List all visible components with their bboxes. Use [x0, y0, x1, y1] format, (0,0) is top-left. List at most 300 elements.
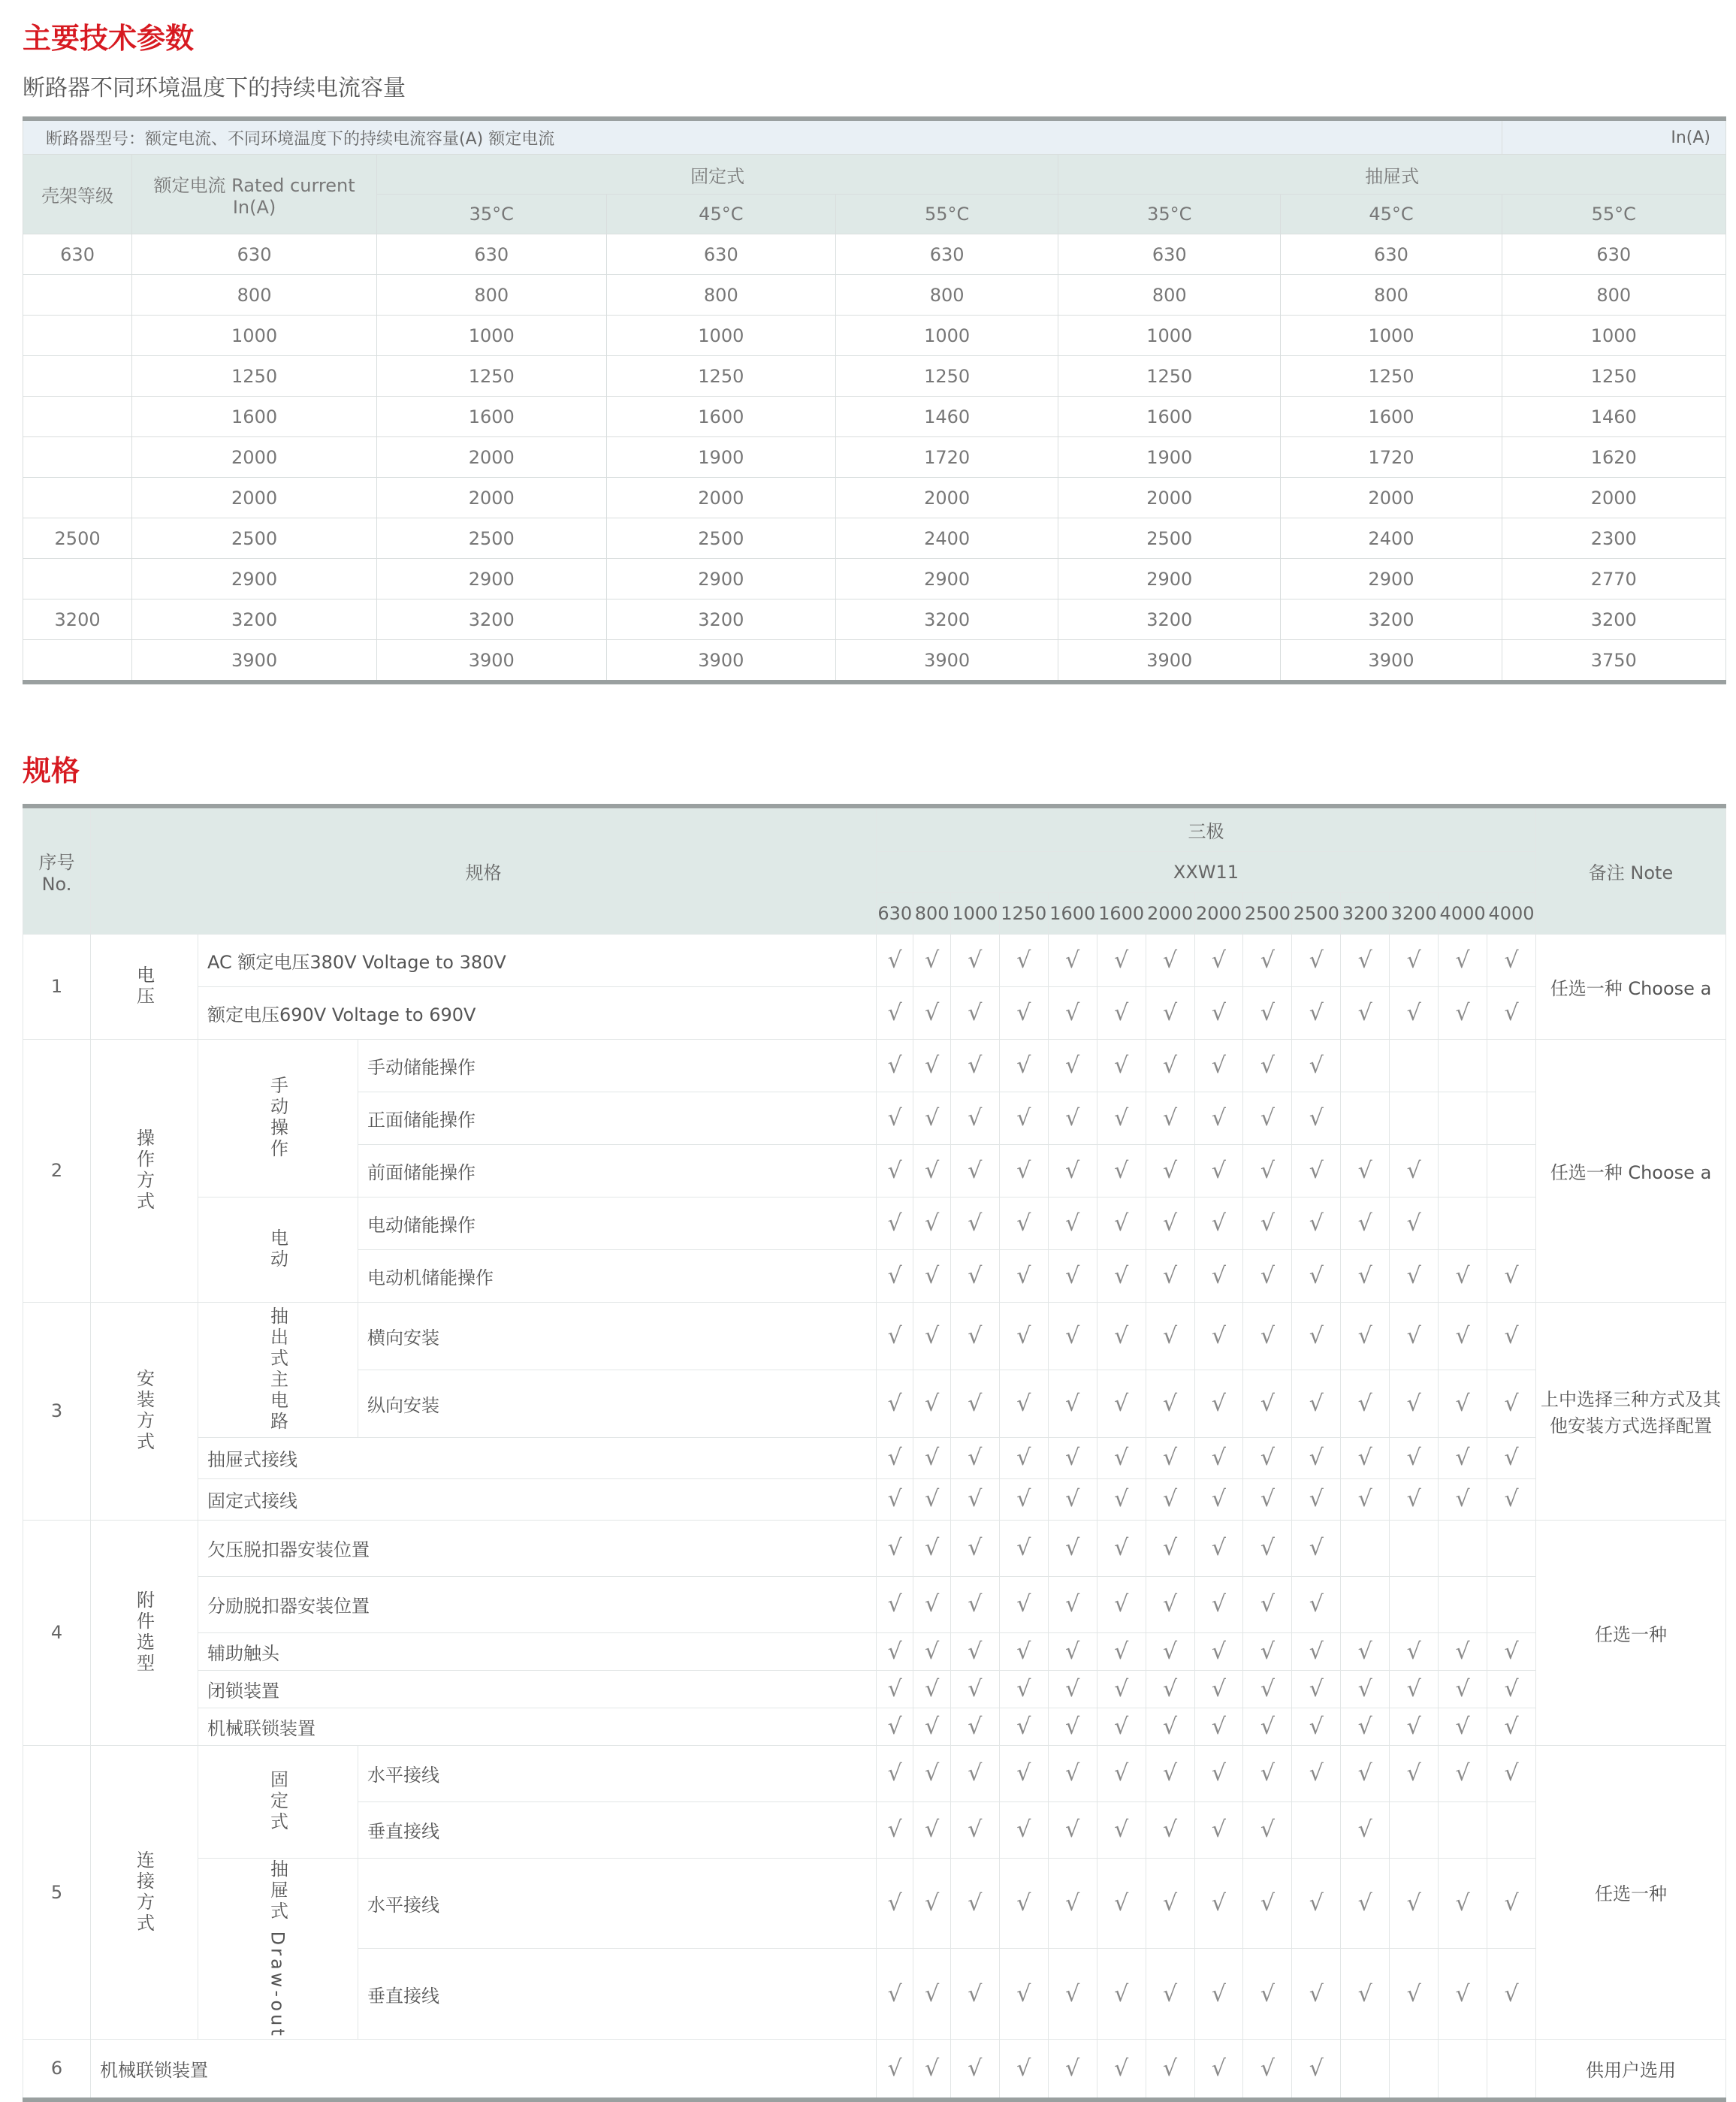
- check-cell: √: [1194, 1670, 1243, 1708]
- capacity-cell: 1900: [1058, 437, 1281, 478]
- check-cell: √: [1243, 1039, 1292, 1092]
- check-cell: √: [950, 1632, 999, 1670]
- capacity-cell: 3200: [1502, 599, 1725, 640]
- rating-header: 2500: [1243, 892, 1292, 934]
- check-cell: √: [1243, 1949, 1292, 2040]
- rated-cell: 1000: [132, 316, 377, 356]
- item-label: 额定电压690V Voltage to 690V: [198, 986, 877, 1039]
- check-cell: √: [999, 1197, 1048, 1249]
- row-number: 3: [23, 1302, 91, 1520]
- check-cell: √: [1097, 1437, 1146, 1478]
- rating-header: 1600: [1097, 892, 1146, 934]
- subgroup-fixed: [198, 1745, 358, 1858]
- check-cell: √: [1390, 1437, 1439, 1478]
- check-cell: √: [1243, 934, 1292, 986]
- check-cell: [1390, 1801, 1439, 1858]
- table-row: [23, 1670, 1726, 1708]
- check-cell: √: [1292, 1520, 1341, 1576]
- check-cell: √: [877, 1632, 913, 1670]
- table-row: [23, 437, 1726, 478]
- item-label: 机械联锁装置: [198, 1708, 877, 1745]
- check-cell: √: [1390, 1708, 1439, 1745]
- check-cell: √: [1048, 1144, 1097, 1197]
- check-cell: √: [1243, 2040, 1292, 2100]
- row-number: 6: [23, 2040, 91, 2100]
- check-cell: [1487, 2040, 1536, 2100]
- check-cell: √: [877, 1370, 913, 1437]
- capacity-cell: 800: [1281, 275, 1502, 316]
- frame-cell: [23, 437, 132, 478]
- check-cell: √: [999, 986, 1048, 1039]
- check-cell: √: [1292, 1039, 1341, 1092]
- check-cell: √: [1194, 1302, 1243, 1370]
- check-cell: [1487, 1520, 1536, 1576]
- group-accessories-text: 附件选型: [133, 1590, 155, 1675]
- capacity-cell: 2000: [1281, 478, 1502, 518]
- check-cell: √: [1243, 1437, 1292, 1478]
- check-cell: √: [913, 1708, 950, 1745]
- frame-cell: [23, 275, 132, 316]
- capacity-cell: 3900: [377, 640, 607, 683]
- temp-header: 35°C: [377, 195, 607, 234]
- check-cell: √: [1097, 1858, 1146, 1949]
- capacity-cell: 630: [1058, 234, 1281, 275]
- capacity-cell: 1460: [836, 397, 1058, 437]
- check-cell: √: [1487, 1302, 1536, 1370]
- item-label: 垂直接线: [358, 1949, 877, 2040]
- item-label: AC 额定电压380V Voltage to 380V: [198, 934, 877, 986]
- row-number: 5: [23, 1745, 91, 2040]
- capacity-cell: 3900: [606, 640, 836, 683]
- check-cell: √: [1146, 1632, 1194, 1670]
- group-model: XXW11: [877, 851, 1536, 892]
- col-frame: 壳架等级: [23, 155, 132, 234]
- temp-header: 35°C: [1058, 195, 1281, 234]
- rated-cell: 2500: [132, 518, 377, 559]
- note-cell: 任选一种: [1536, 1745, 1726, 2040]
- capacity-cell: 1000: [1058, 316, 1281, 356]
- check-cell: [1439, 1039, 1487, 1092]
- capacity-cell: 2900: [606, 559, 836, 599]
- rating-header: 1600: [1048, 892, 1097, 934]
- check-cell: √: [913, 1576, 950, 1632]
- check-cell: √: [1390, 1670, 1439, 1708]
- check-cell: [1390, 1039, 1439, 1092]
- subgroup-draw: [198, 1858, 358, 2040]
- check-cell: √: [950, 1039, 999, 1092]
- check-cell: √: [1194, 1576, 1243, 1632]
- check-cell: √: [1390, 1858, 1439, 1949]
- check-cell: [1341, 1520, 1390, 1576]
- subgroup-drawout: [198, 1302, 358, 1437]
- capacity-cell: 2400: [836, 518, 1058, 559]
- table-row: [23, 1478, 1726, 1520]
- specification-table: [23, 804, 1726, 2102]
- check-cell: √: [877, 1801, 913, 1858]
- capacity-cell: 1000: [606, 316, 836, 356]
- capacity-cell: 2900: [1058, 559, 1281, 599]
- check-cell: √: [950, 1949, 999, 2040]
- capacity-cell: 3900: [1281, 640, 1502, 683]
- frame-cell: [23, 316, 132, 356]
- rated-cell: 3900: [132, 640, 377, 683]
- check-cell: √: [1390, 1478, 1439, 1520]
- check-cell: √: [877, 1249, 913, 1302]
- rating-header: 4000: [1487, 892, 1536, 934]
- check-cell: [1341, 2040, 1390, 2100]
- check-cell: √: [950, 1745, 999, 1801]
- check-cell: √: [913, 1949, 950, 2040]
- table-row: [23, 316, 1726, 356]
- capacity-cell: 630: [606, 234, 836, 275]
- check-cell: √: [950, 1370, 999, 1437]
- capacity-cell: 1000: [1502, 316, 1725, 356]
- check-cell: √: [1292, 1197, 1341, 1249]
- check-cell: √: [1292, 1249, 1341, 1302]
- check-cell: √: [1243, 1302, 1292, 1370]
- check-cell: √: [913, 1039, 950, 1092]
- check-cell: √: [913, 1520, 950, 1576]
- capacity-cell: 2000: [836, 478, 1058, 518]
- check-cell: √: [877, 1478, 913, 1520]
- table1-band: 断路器型号：额定电流、不同环境温度下的持续电流容量(A) 额定电流: [23, 119, 1502, 155]
- rated-cell: 2000: [132, 437, 377, 478]
- note-cell: 任选一种 Choose a: [1536, 934, 1726, 1039]
- check-cell: √: [1146, 1745, 1194, 1801]
- check-cell: √: [1097, 1670, 1146, 1708]
- check-cell: √: [999, 1249, 1048, 1302]
- check-cell: [1341, 1092, 1390, 1144]
- check-cell: √: [1146, 1197, 1194, 1249]
- check-cell: √: [1194, 1370, 1243, 1437]
- check-cell: √: [1194, 1437, 1243, 1478]
- check-cell: √: [1243, 1370, 1292, 1437]
- check-cell: √: [1194, 1039, 1243, 1092]
- check-cell: √: [1487, 986, 1536, 1039]
- check-cell: [1487, 1092, 1536, 1144]
- check-cell: √: [999, 1949, 1048, 2040]
- capacity-cell: 800: [1502, 275, 1725, 316]
- check-cell: √: [1439, 1370, 1487, 1437]
- check-cell: √: [1439, 986, 1487, 1039]
- check-cell: √: [913, 1092, 950, 1144]
- check-cell: √: [1146, 1478, 1194, 1520]
- check-cell: [1341, 1576, 1390, 1632]
- check-cell: √: [1390, 1197, 1439, 1249]
- check-cell: √: [950, 1520, 999, 1576]
- item-label: 垂直接线: [358, 1801, 877, 1858]
- check-cell: √: [1292, 1632, 1341, 1670]
- capacity-cell: 1900: [606, 437, 836, 478]
- check-cell: [1487, 1197, 1536, 1249]
- check-cell: √: [1487, 1670, 1536, 1708]
- capacity-cell: 1250: [836, 356, 1058, 397]
- section2-title: 规格: [23, 754, 80, 787]
- check-cell: √: [999, 1144, 1048, 1197]
- check-cell: √: [1048, 1949, 1097, 2040]
- check-cell: √: [1390, 986, 1439, 1039]
- table-row: [23, 1632, 1726, 1670]
- check-cell: √: [999, 1858, 1048, 1949]
- check-cell: √: [1341, 934, 1390, 986]
- capacity-cell: 3900: [836, 640, 1058, 683]
- check-cell: √: [1243, 1197, 1292, 1249]
- check-cell: √: [1146, 1437, 1194, 1478]
- check-cell: √: [877, 1092, 913, 1144]
- check-cell: √: [1194, 1745, 1243, 1801]
- check-cell: √: [1146, 1039, 1194, 1092]
- check-cell: √: [999, 1302, 1048, 1370]
- check-cell: √: [999, 1745, 1048, 1801]
- table-row: [23, 478, 1726, 518]
- check-cell: √: [1390, 1949, 1439, 2040]
- check-cell: √: [1243, 986, 1292, 1039]
- check-cell: √: [999, 1670, 1048, 1708]
- item-label: 辅助触头: [198, 1632, 877, 1670]
- check-cell: √: [1243, 1520, 1292, 1576]
- check-cell: [1487, 1801, 1536, 1858]
- item-label: 电动储能操作: [358, 1197, 877, 1249]
- check-cell: √: [1243, 1670, 1292, 1708]
- row-number: 2: [23, 1039, 91, 1302]
- check-cell: √: [999, 1039, 1048, 1092]
- capacity-cell: 2000: [377, 478, 607, 518]
- check-cell: √: [1097, 986, 1146, 1039]
- check-cell: √: [1146, 2040, 1194, 2100]
- check-cell: √: [1439, 1670, 1487, 1708]
- check-cell: √: [999, 1708, 1048, 1745]
- check-cell: √: [1048, 1708, 1097, 1745]
- check-cell: √: [950, 986, 999, 1039]
- check-cell: √: [1439, 1632, 1487, 1670]
- capacity-cell: 3200: [1281, 599, 1502, 640]
- rated-cell: 800: [132, 275, 377, 316]
- check-cell: √: [913, 1197, 950, 1249]
- rating-header: 2000: [1194, 892, 1243, 934]
- table-row: [23, 1197, 1726, 1249]
- check-cell: √: [1390, 1370, 1439, 1437]
- check-cell: √: [913, 1801, 950, 1858]
- check-cell: √: [1243, 1801, 1292, 1858]
- check-cell: √: [1487, 934, 1536, 986]
- group-voltage: [91, 934, 198, 1039]
- capacity-cell: 1250: [377, 356, 607, 397]
- table-row: [23, 2040, 1726, 2100]
- group-accessories: [91, 1520, 198, 1745]
- check-cell: √: [1487, 1858, 1536, 1949]
- check-cell: √: [1292, 1576, 1341, 1632]
- check-cell: [1439, 1576, 1487, 1632]
- check-cell: [1439, 1801, 1487, 1858]
- check-cell: √: [1097, 1039, 1146, 1092]
- check-cell: √: [877, 986, 913, 1039]
- check-cell: √: [1146, 1801, 1194, 1858]
- check-cell: √: [913, 1144, 950, 1197]
- check-cell: √: [1292, 1949, 1341, 2040]
- group-top: 三极: [877, 806, 1536, 851]
- capacity-cell: 2500: [606, 518, 836, 559]
- check-cell: √: [1341, 1302, 1390, 1370]
- check-cell: √: [1341, 1801, 1390, 1858]
- check-cell: √: [1097, 1708, 1146, 1745]
- subgroup-drawout-text: 抽出式主电路: [267, 1306, 288, 1433]
- rated-cell: 3200: [132, 599, 377, 640]
- capacity-cell: 1600: [1058, 397, 1281, 437]
- table-row: [23, 1576, 1726, 1632]
- check-cell: √: [950, 1437, 999, 1478]
- rating-header: 3200: [1390, 892, 1439, 934]
- check-cell: √: [1243, 1249, 1292, 1302]
- check-cell: √: [1146, 1520, 1194, 1576]
- check-cell: √: [1292, 2040, 1341, 2100]
- subgroup-electric: [198, 1197, 358, 1302]
- check-cell: √: [1194, 934, 1243, 986]
- check-cell: √: [999, 1478, 1048, 1520]
- capacity-cell: 2900: [836, 559, 1058, 599]
- table-row: [23, 640, 1726, 683]
- check-cell: √: [1194, 1708, 1243, 1745]
- check-cell: √: [1439, 1708, 1487, 1745]
- check-cell: √: [1048, 986, 1097, 1039]
- check-cell: [1390, 1092, 1439, 1144]
- check-cell: √: [877, 1745, 913, 1801]
- capacity-cell: 630: [1502, 234, 1725, 275]
- check-cell: [1487, 1144, 1536, 1197]
- capacity-cell: 2500: [1058, 518, 1281, 559]
- group-install: [91, 1302, 198, 1520]
- check-cell: √: [1292, 1092, 1341, 1144]
- check-cell: √: [1146, 934, 1194, 986]
- capacity-cell: 1720: [1281, 437, 1502, 478]
- note-cell: 任选一种: [1536, 1520, 1726, 1745]
- item-label: 闭锁装置: [198, 1670, 877, 1708]
- check-cell: √: [1097, 1632, 1146, 1670]
- check-cell: √: [950, 1670, 999, 1708]
- capacity-cell: 1600: [377, 397, 607, 437]
- item-label: 水平接线: [358, 1858, 877, 1949]
- capacity-cell: 630: [1281, 234, 1502, 275]
- check-cell: [1439, 1144, 1487, 1197]
- check-cell: √: [1439, 1302, 1487, 1370]
- check-cell: √: [1194, 1801, 1243, 1858]
- rating-header: 1250: [999, 892, 1048, 934]
- check-cell: √: [1487, 1745, 1536, 1801]
- temp-header: 55°C: [1502, 195, 1725, 234]
- check-cell: √: [999, 1520, 1048, 1576]
- check-cell: √: [1487, 1370, 1536, 1437]
- table-row: [23, 234, 1726, 275]
- rated-cell: 1600: [132, 397, 377, 437]
- check-cell: √: [999, 1576, 1048, 1632]
- check-cell: √: [1292, 1745, 1341, 1801]
- subgroup-electric-text: 电动: [267, 1228, 288, 1270]
- capacity-cell: 2900: [1281, 559, 1502, 599]
- section1-title: 主要技术参数: [23, 22, 195, 55]
- check-cell: √: [1487, 1949, 1536, 2040]
- table1-unit: In(A): [1502, 119, 1725, 155]
- check-cell: √: [877, 1197, 913, 1249]
- group-operation: [91, 1039, 198, 1302]
- check-cell: √: [950, 1144, 999, 1197]
- check-cell: √: [1487, 1632, 1536, 1670]
- table-row: [23, 934, 1726, 986]
- group-fixed: 固定式: [377, 155, 1058, 195]
- check-cell: √: [1194, 1478, 1243, 1520]
- check-cell: √: [1097, 1949, 1146, 2040]
- check-cell: [1439, 1092, 1487, 1144]
- check-cell: √: [913, 1745, 950, 1801]
- group-install-text: 安装方式: [133, 1369, 155, 1453]
- check-cell: √: [1439, 934, 1487, 986]
- check-cell: √: [1194, 1197, 1243, 1249]
- check-cell: √: [1146, 1708, 1194, 1745]
- check-cell: √: [1439, 1949, 1487, 2040]
- check-cell: √: [1341, 1632, 1390, 1670]
- check-cell: √: [1292, 1144, 1341, 1197]
- current-capacity-table: [23, 116, 1726, 684]
- check-cell: √: [877, 1708, 913, 1745]
- check-cell: √: [877, 1039, 913, 1092]
- check-cell: √: [1146, 1092, 1194, 1144]
- check-cell: √: [877, 1520, 913, 1576]
- frame-cell: 630: [23, 234, 132, 275]
- check-cell: √: [913, 1370, 950, 1437]
- check-cell: √: [1048, 1670, 1097, 1708]
- check-cell: √: [1243, 1858, 1292, 1949]
- check-cell: √: [1341, 1745, 1390, 1801]
- check-cell: [1439, 2040, 1487, 2100]
- check-cell: √: [999, 2040, 1048, 2100]
- capacity-cell: 1000: [377, 316, 607, 356]
- check-cell: √: [913, 986, 950, 1039]
- check-cell: √: [1439, 1858, 1487, 1949]
- check-cell: √: [1194, 1520, 1243, 1576]
- check-cell: √: [1341, 1708, 1390, 1745]
- rating-header: 3200: [1341, 892, 1390, 934]
- check-cell: √: [1146, 1249, 1194, 1302]
- check-cell: √: [1146, 1858, 1194, 1949]
- section1-subtitle: 断路器不同环境温度下的持续电流容量: [23, 75, 406, 101]
- temp-header: 55°C: [836, 195, 1058, 234]
- check-cell: √: [1341, 1249, 1390, 1302]
- capacity-cell: 3200: [1058, 599, 1281, 640]
- check-cell: √: [1487, 1249, 1536, 1302]
- check-cell: √: [1243, 1092, 1292, 1144]
- item-label: 机械联锁装置: [91, 2040, 877, 2100]
- table-row: [23, 986, 1726, 1039]
- check-cell: √: [1048, 1249, 1097, 1302]
- item-label: 横向安装: [358, 1302, 877, 1370]
- subgroup-fixed-text: 固定式: [267, 1770, 288, 1833]
- check-cell: √: [1439, 1745, 1487, 1801]
- note-cell: 上中选择三种方式及其他安装方式选择配置: [1536, 1302, 1726, 1520]
- check-cell: √: [1292, 1370, 1341, 1437]
- check-cell: √: [1292, 1670, 1341, 1708]
- capacity-cell: 800: [606, 275, 836, 316]
- check-cell: √: [1243, 1576, 1292, 1632]
- check-cell: √: [1048, 1197, 1097, 1249]
- rated-cell: 2000: [132, 478, 377, 518]
- check-cell: [1487, 1576, 1536, 1632]
- check-cell: √: [1097, 1520, 1146, 1576]
- item-label: 固定式接线: [198, 1478, 877, 1520]
- item-label: 纵向安装: [358, 1370, 877, 1437]
- check-cell: √: [1390, 1249, 1439, 1302]
- check-cell: √: [1341, 1949, 1390, 2040]
- temp-header: 45°C: [606, 195, 836, 234]
- check-cell: √: [1341, 1144, 1390, 1197]
- check-cell: √: [1048, 1302, 1097, 1370]
